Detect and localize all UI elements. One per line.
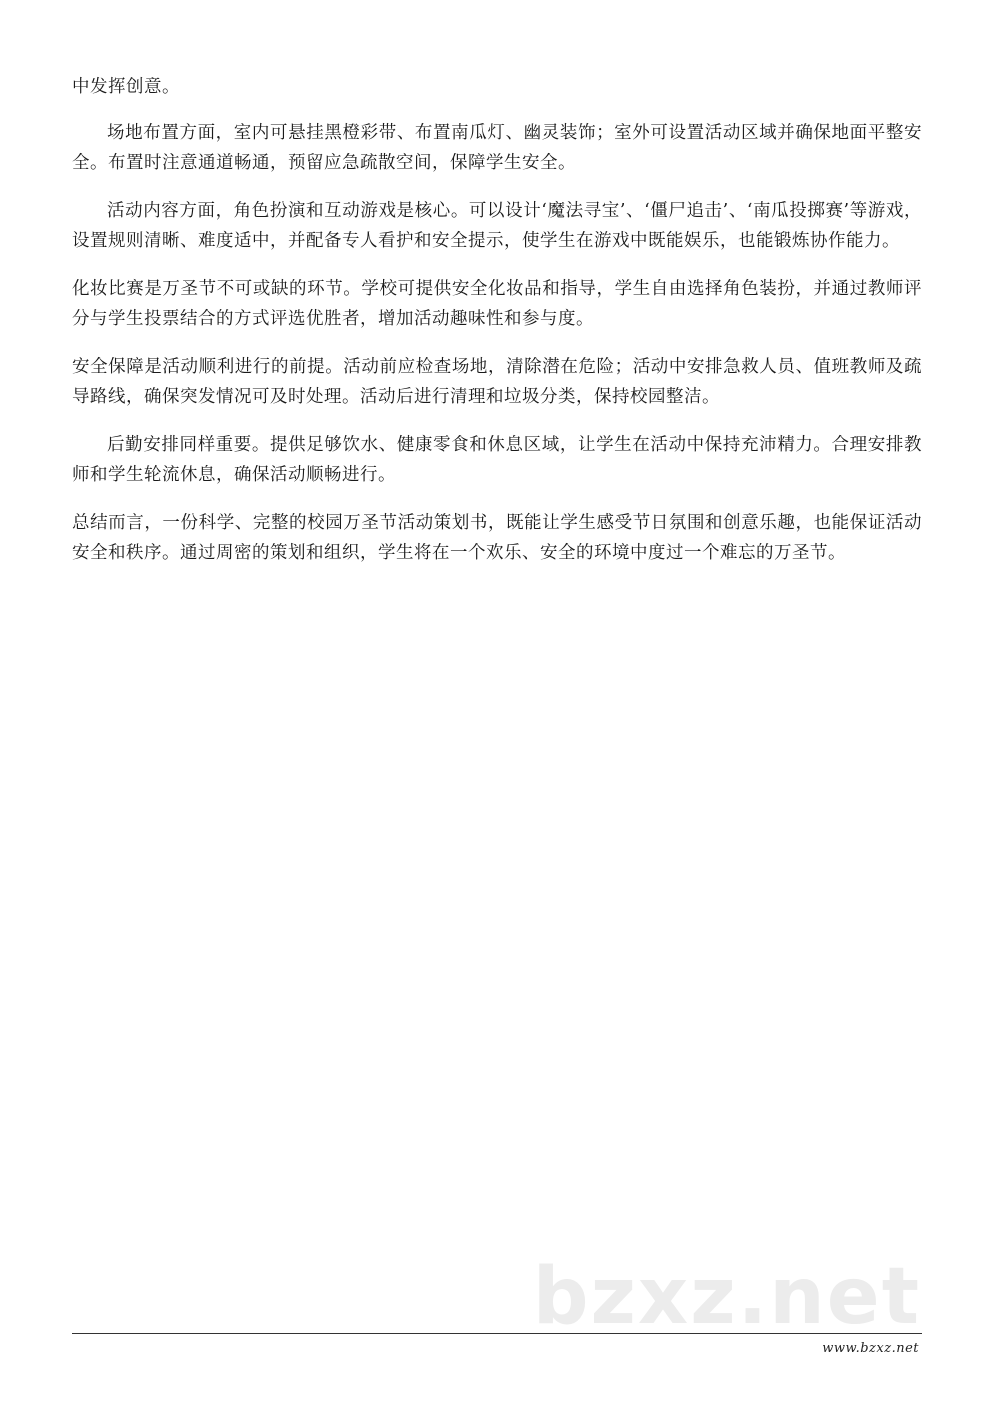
watermark-text: bzxz.net xyxy=(532,1252,921,1342)
paragraph-venue-layout: 场地布置方面，室内可悬挂黑橙彩带、布置南瓜灯、幽灵装饰；室外可设置活动区域并确保地面平整安全。布置时注意通道畅通，预留应急疏散空间，保障学生安全。 xyxy=(72,123,922,173)
footer-divider xyxy=(72,1333,922,1334)
paragraph-makeup-contest: 化妆比赛是万圣节不可或缺的环节。学校可提供安全化妆品和指导，学生自由选择角色装扮，并通过教师评分与学生投票结合的方式评选优胜者，增加活动趣味性和参与度。 xyxy=(72,279,922,329)
footer-url: www.bzxz.net xyxy=(822,1341,919,1356)
paragraph-activity-content: 活动内容方面，角色扮演和互动游戏是核心。可以设计‘魔法寻宝’、‘僵尸追击’、‘南瓜投掷赛’等游戏，设置规则清晰、难度适中，并配备专人看护和安全提示，使学生在游戏中既能娱乐，也能锻炼协作能力。 xyxy=(72,201,922,251)
paragraph-summary: 总结而言，一份科学、完整的校园万圣节活动策划书，既能让学生感受节日氛围和创意乐趣，也能保证活动安全和秩序。通过周密的策划和组织，学生将在一个欢乐、安全的环境中度过一个难忘的万圣节。 xyxy=(72,513,922,563)
paragraph-safety: 安全保障是活动顺利进行的前提。活动前应检查场地，清除潜在危险；活动中安排急救人员、值班教师及疏导路线，确保突发情况可及时处理。活动后进行清理和垃圾分类，保持校园整洁。 xyxy=(72,357,922,407)
document-body xyxy=(72,72,922,586)
paragraph-logistics: 后勤安排同样重要。提供足够饮水、健康零食和休息区域，让学生在活动中保持充沛精力。合理安排教师和学生轮流休息，确保活动顺畅进行。 xyxy=(72,435,922,485)
paragraph-continuation: 中发挥创意。 xyxy=(72,77,180,97)
